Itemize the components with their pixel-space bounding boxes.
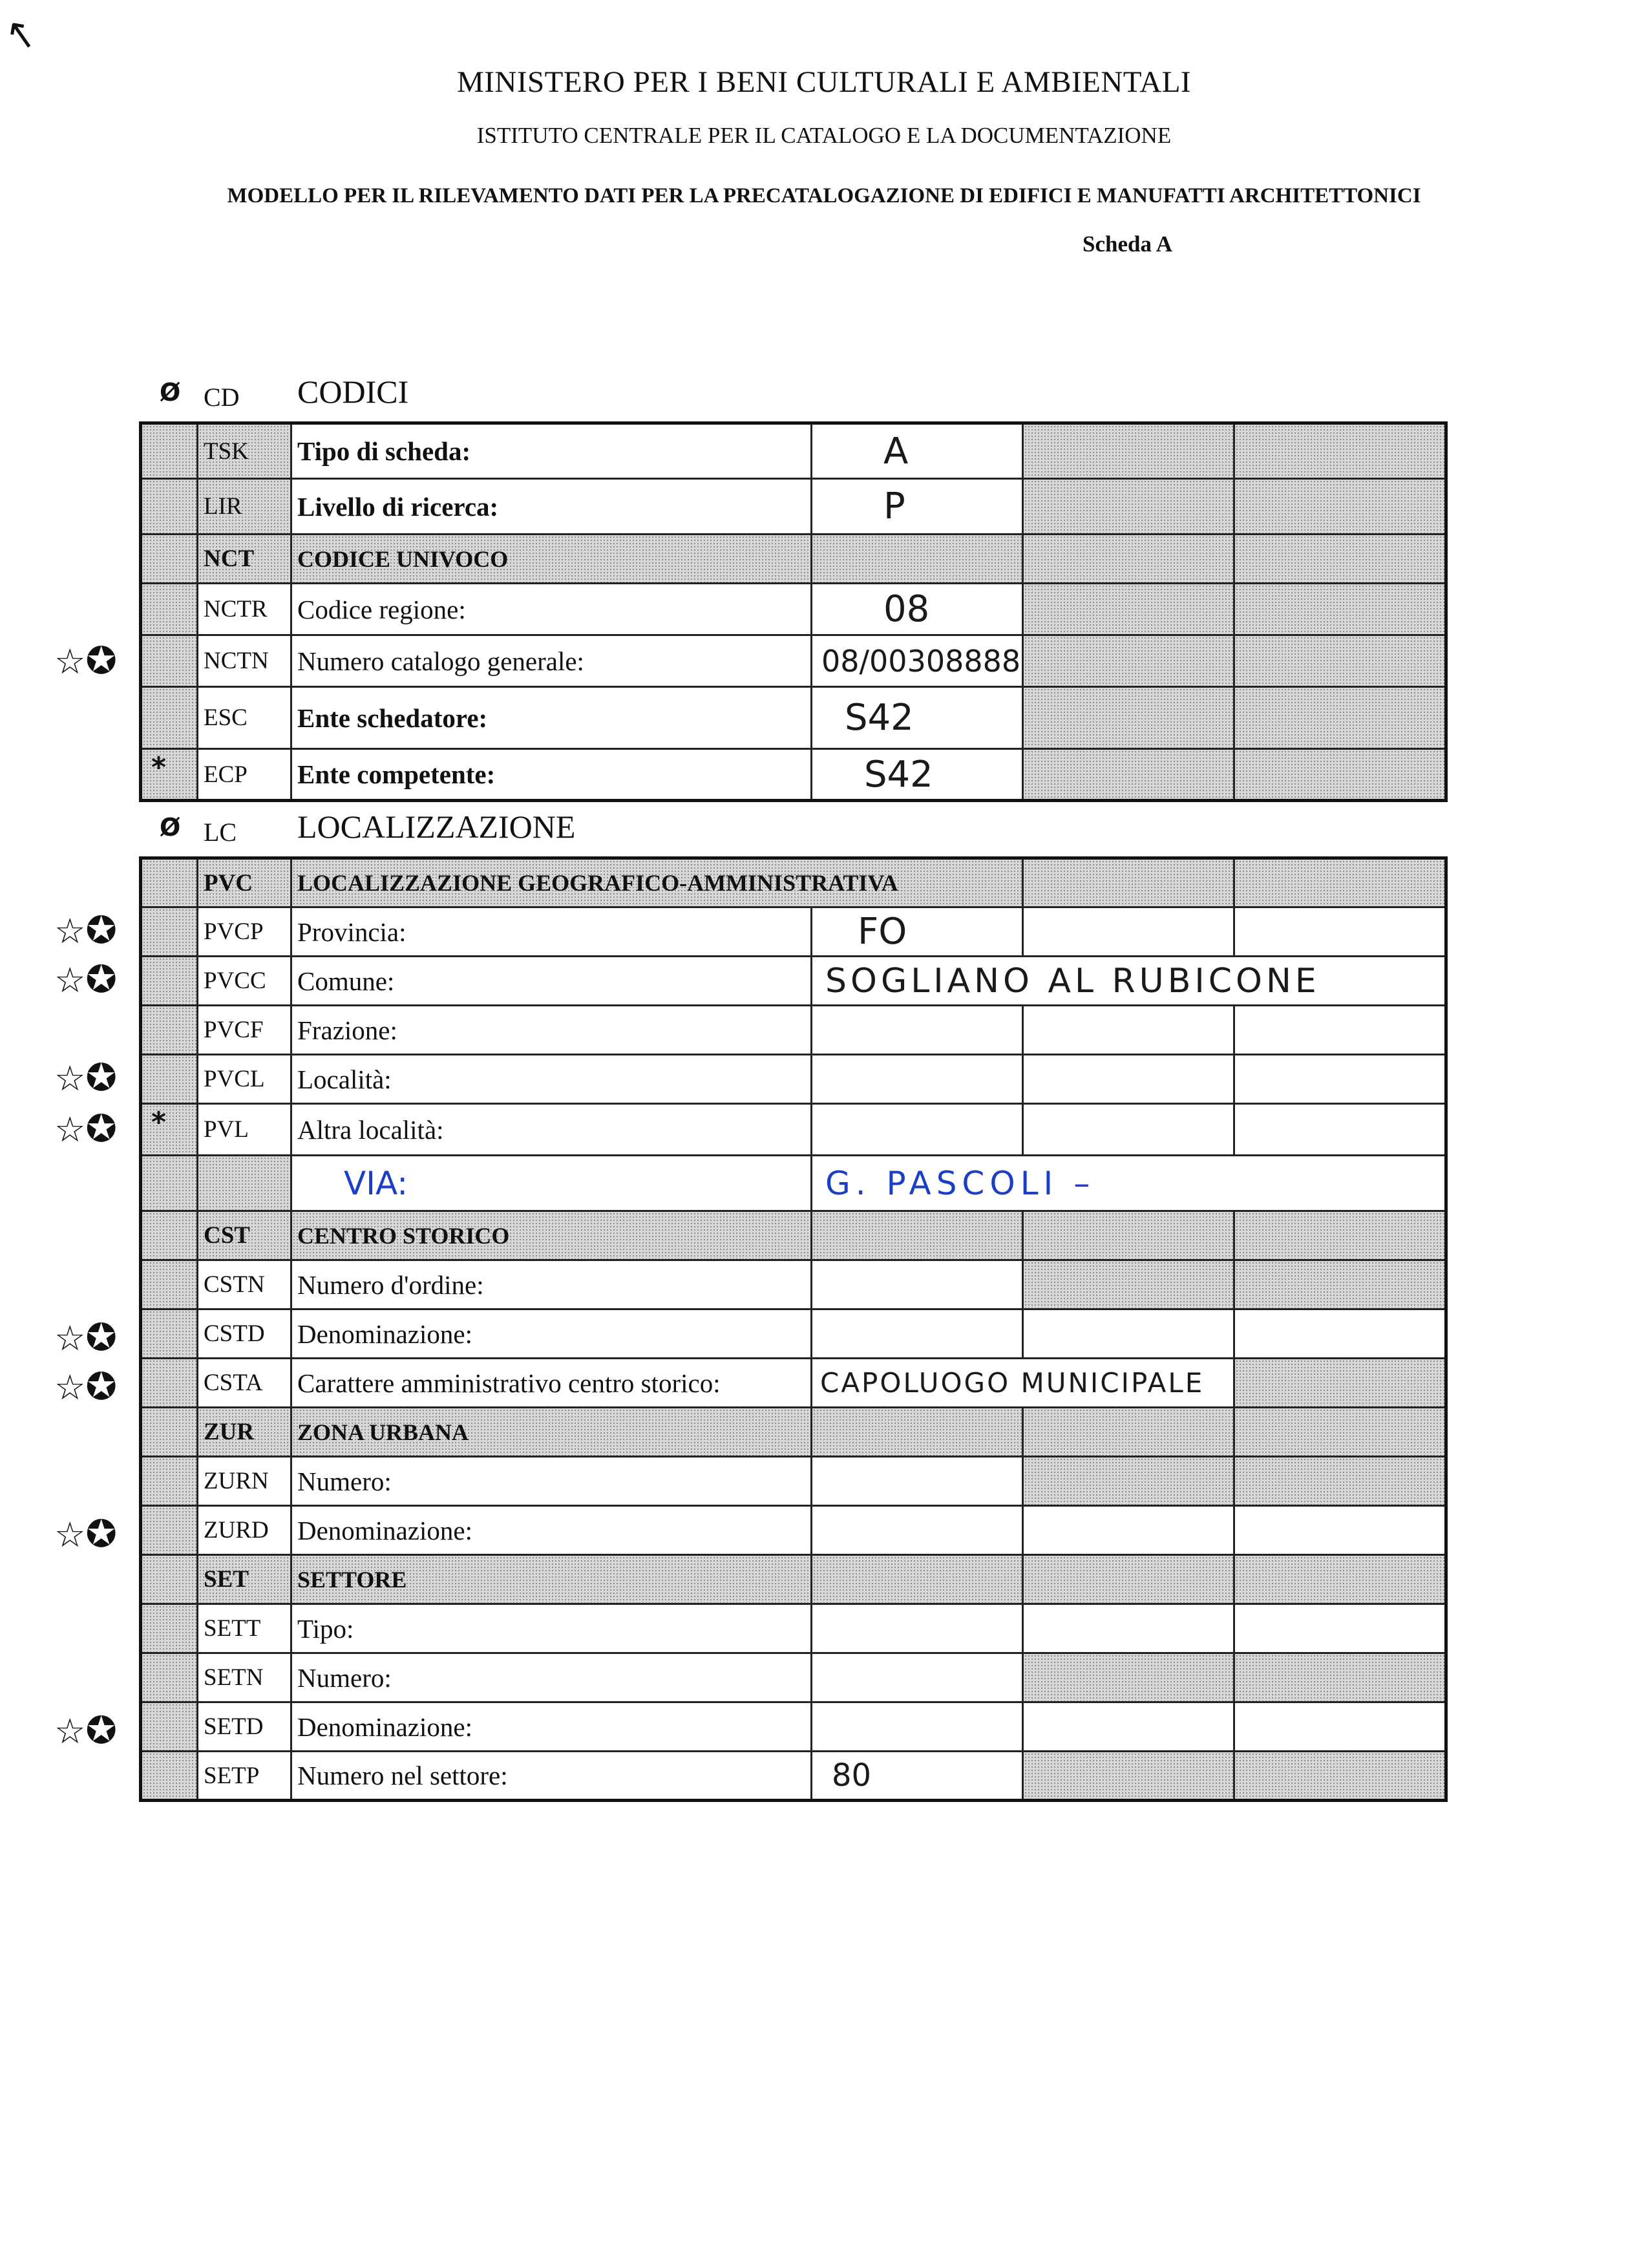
field-code: PVCC <box>198 957 291 1006</box>
circled-star-icon: ✪ <box>85 1055 118 1099</box>
gutter <box>141 1457 198 1506</box>
section-title: CODICI <box>297 374 409 410</box>
gutter <box>141 1006 198 1055</box>
circled-star-icon: ✪ <box>85 1107 118 1150</box>
handwritten-street-name[interactable]: G. PASCOLI – <box>812 1156 1446 1211</box>
empty-cell <box>1234 858 1446 907</box>
empty-cell <box>1023 1555 1234 1604</box>
row-pvcl <box>141 1055 1446 1104</box>
empty-cell <box>1234 1653 1446 1702</box>
circled-star-icon: ✪ <box>85 1512 118 1556</box>
empty-cell <box>1234 1604 1446 1653</box>
gutter <box>141 635 198 687</box>
empty-cell <box>1234 1055 1446 1104</box>
empty-cell <box>1023 1752 1234 1801</box>
row-csta <box>141 1359 1446 1408</box>
field-code: SETP <box>198 1752 291 1801</box>
field-code: NCT <box>198 535 291 584</box>
empty-cell <box>1023 584 1234 635</box>
row-pvc <box>141 858 1446 907</box>
empty-cell <box>1234 635 1446 687</box>
field-value[interactable]: S42 <box>812 687 1023 749</box>
empty-cell <box>1234 584 1446 635</box>
group-label: ZONA URBANA <box>291 1408 812 1457</box>
empty-cell <box>1023 749 1234 801</box>
empty-cell <box>1234 1702 1446 1752</box>
star-marker-pvcc <box>54 957 117 1001</box>
row-cst <box>141 1211 1446 1260</box>
circled-star-icon: ✪ <box>85 908 118 952</box>
gutter <box>141 1260 198 1309</box>
field-label: Ente schedatore: <box>291 687 812 749</box>
empty-cell[interactable] <box>812 1702 1023 1752</box>
field-value[interactable]: 08/00308888 <box>812 635 1023 687</box>
row-set <box>141 1555 1446 1604</box>
field-code: ZURN <box>198 1457 291 1506</box>
field-value[interactable]: 80 <box>812 1752 1023 1801</box>
field-code: PVCP <box>198 907 291 957</box>
empty-cell <box>1023 907 1234 957</box>
group-label: CENTRO STORICO <box>291 1211 812 1260</box>
empty-cell <box>1023 1055 1234 1104</box>
field-label: Comune: <box>291 957 812 1006</box>
empty-cell <box>1234 1359 1446 1408</box>
field-code: TSK <box>198 423 291 479</box>
empty-cell <box>812 535 1023 584</box>
empty-cell <box>1023 1211 1234 1260</box>
empty-cell[interactable] <box>812 1006 1023 1055</box>
field-label: Numero catalogo generale: <box>291 635 812 687</box>
outline-star-icon: ☆ <box>54 911 86 951</box>
circled-star-icon: ✪ <box>85 639 118 683</box>
group-label: SETTORE <box>291 1555 812 1604</box>
row-pvl <box>141 1104 1446 1156</box>
gutter <box>141 907 198 957</box>
row-setn <box>141 1653 1446 1702</box>
empty-code-cell <box>198 1156 291 1211</box>
row-sett <box>141 1604 1446 1653</box>
institute-title: ISTITUTO CENTRALE PER IL CATALOGO E LA DOCUMENTAZIONE <box>476 123 1172 148</box>
group-label: CODICE UNIVOCO <box>291 535 812 584</box>
row-nctr <box>141 584 1446 635</box>
field-label: Ente competente: <box>291 749 812 801</box>
star-marker-pvcp <box>54 908 117 952</box>
empty-cell <box>1023 687 1234 749</box>
field-code: LIR <box>198 479 291 535</box>
gutter <box>141 1211 198 1260</box>
row-zur <box>141 1408 1446 1457</box>
gutter <box>141 1104 198 1156</box>
field-label: Frazione: <box>291 1006 812 1055</box>
field-label: Tipo: <box>291 1604 812 1653</box>
row-cstn <box>141 1260 1446 1309</box>
row-zurn <box>141 1457 1446 1506</box>
field-code: PVC <box>198 858 291 907</box>
empty-cell[interactable] <box>812 1604 1023 1653</box>
outline-star-icon: ☆ <box>54 1109 86 1150</box>
gutter <box>141 858 198 907</box>
empty-cell <box>1234 1457 1446 1506</box>
field-label: Numero nel settore: <box>291 1752 812 1801</box>
gutter <box>141 1506 198 1555</box>
gutter <box>141 749 198 801</box>
circled-star-icon: ✪ <box>85 1315 118 1359</box>
empty-cell <box>1023 635 1234 687</box>
empty-cell <box>1023 1309 1234 1359</box>
scheda-label: Scheda A <box>1083 231 1173 257</box>
empty-cell <box>1023 1104 1234 1156</box>
star-marker-zurd <box>54 1512 117 1556</box>
row-ecp <box>141 749 1446 801</box>
field-value[interactable]: FO <box>812 907 1023 957</box>
outline-star-icon: ☆ <box>54 1058 86 1099</box>
field-code: ZUR <box>198 1408 291 1457</box>
empty-cell <box>812 1408 1023 1457</box>
field-label: Carattere amministrativo centro storico: <box>291 1359 812 1408</box>
row-setd <box>141 1702 1446 1752</box>
gutter <box>141 1653 198 1702</box>
field-code: NCTN <box>198 635 291 687</box>
empty-cell <box>1234 1506 1446 1555</box>
empty-cell <box>1023 535 1234 584</box>
row-pvcc <box>141 957 1446 1006</box>
section-title: LOCALIZZAZIONE <box>297 809 576 845</box>
empty-cell <box>1234 1408 1446 1457</box>
gutter <box>141 1055 198 1104</box>
field-code: NCTR <box>198 584 291 635</box>
empty-cell <box>1023 1506 1234 1555</box>
row-cstd <box>141 1309 1446 1359</box>
section-code: CD <box>204 383 240 412</box>
field-value[interactable]: 08 <box>812 584 1023 635</box>
field-label: Numero: <box>291 1457 812 1506</box>
field-code: SET <box>198 1555 291 1604</box>
field-label: Tipo di scheda: <box>291 423 812 479</box>
empty-cell <box>1023 1604 1234 1653</box>
ministry-title: MINISTERO PER I BENI CULTURALI E AMBIENTALI <box>456 65 1192 99</box>
gutter <box>141 479 198 535</box>
outline-star-icon: ☆ <box>54 1711 86 1752</box>
circled-star-icon: ✪ <box>85 957 118 1001</box>
group-label: LOCALIZZAZIONE GEOGRAFICO-AMMINISTRATIVA <box>291 858 1023 907</box>
empty-cell <box>1234 749 1446 801</box>
empty-cell[interactable] <box>812 1506 1023 1555</box>
gutter <box>141 1408 198 1457</box>
row-pvcf <box>141 1006 1446 1055</box>
corner-arrow-mark: ↖ <box>1 9 41 59</box>
circled-star-icon: ✪ <box>85 1364 118 1408</box>
field-code: SETT <box>198 1604 291 1653</box>
null-symbol-icon: Ø <box>160 378 181 407</box>
empty-cell <box>1023 1653 1234 1702</box>
star-marker-nctn <box>54 639 117 683</box>
gutter <box>141 1359 198 1408</box>
field-code: CSTA <box>198 1359 291 1408</box>
empty-cell <box>1234 1752 1446 1801</box>
empty-cell <box>1023 858 1234 907</box>
row-pvl-continued <box>141 1156 1446 1211</box>
star-marker-csta <box>54 1364 117 1408</box>
field-code: SETD <box>198 1702 291 1752</box>
empty-cell <box>812 1211 1023 1260</box>
field-code: ESC <box>198 687 291 749</box>
empty-cell <box>1234 687 1446 749</box>
field-code: CSTD <box>198 1309 291 1359</box>
row-zurd <box>141 1506 1446 1555</box>
empty-cell <box>1234 423 1446 479</box>
gutter <box>141 687 198 749</box>
row-tsk <box>141 423 1446 479</box>
empty-cell <box>1023 423 1234 479</box>
field-value[interactable]: P <box>812 479 1023 535</box>
field-code: PVL <box>198 1104 291 1156</box>
empty-cell <box>1023 479 1234 535</box>
field-value[interactable]: A <box>812 423 1023 479</box>
field-label: Provincia: <box>291 907 812 957</box>
star-marker-setd <box>54 1708 117 1752</box>
gutter <box>141 1702 198 1752</box>
empty-cell[interactable] <box>812 1457 1023 1506</box>
field-code: CST <box>198 1211 291 1260</box>
field-label: Numero d'ordine: <box>291 1260 812 1309</box>
gutter <box>141 1309 198 1359</box>
localizzazione-table <box>139 856 1448 1802</box>
empty-cell <box>1234 479 1446 535</box>
empty-cell <box>1234 1211 1446 1260</box>
empty-cell <box>1023 1006 1234 1055</box>
empty-cell <box>1234 1260 1446 1309</box>
field-code: ECP <box>198 749 291 801</box>
empty-cell <box>1023 1457 1234 1506</box>
field-code: PVCL <box>198 1055 291 1104</box>
model-title: MODELLO PER IL RILEVAMENTO DATI PER LA PRECATALOGAZIONE DI EDIFICI E MANUFATTI ARCHITETTONICI <box>227 184 1421 207</box>
empty-cell[interactable] <box>812 1260 1023 1309</box>
star-marker-pvl <box>54 1107 117 1150</box>
asterisk-icon: * <box>151 751 167 784</box>
field-label: Livello di ricerca: <box>291 479 812 535</box>
section-code: LC <box>204 818 237 847</box>
row-lir <box>141 479 1446 535</box>
empty-cell <box>1234 1309 1446 1359</box>
field-label: Numero: <box>291 1653 812 1702</box>
field-code: ZURD <box>198 1506 291 1555</box>
empty-cell <box>1023 1702 1234 1752</box>
empty-cell <box>1234 907 1446 957</box>
gutter <box>141 1752 198 1801</box>
empty-cell <box>1234 1104 1446 1156</box>
row-esc <box>141 687 1446 749</box>
field-code: PVCF <box>198 1006 291 1055</box>
field-label: Codice regione: <box>291 584 812 635</box>
field-value[interactable]: CAPOLUOGO MUNICIPALE <box>812 1359 1234 1408</box>
field-value[interactable]: SOGLIANO AL RUBICONE <box>812 957 1446 1006</box>
empty-cell[interactable] <box>812 1309 1023 1359</box>
outline-star-icon: ☆ <box>54 641 86 682</box>
empty-cell <box>1234 535 1446 584</box>
gutter <box>141 1156 198 1211</box>
outline-star-icon: ☆ <box>54 1514 86 1555</box>
gutter <box>141 423 198 479</box>
row-nct <box>141 535 1446 584</box>
empty-cell[interactable] <box>812 1104 1023 1156</box>
gutter <box>141 1555 198 1604</box>
field-label: Denominazione: <box>291 1506 812 1555</box>
empty-cell <box>1234 1006 1446 1055</box>
field-code: CSTN <box>198 1260 291 1309</box>
empty-cell[interactable] <box>812 1653 1023 1702</box>
handwritten-street-type[interactable]: VIA: <box>291 1156 812 1211</box>
field-label: Denominazione: <box>291 1702 812 1752</box>
gutter <box>141 957 198 1006</box>
circled-star-icon: ✪ <box>85 1708 118 1752</box>
field-label: Località: <box>291 1055 812 1104</box>
codici-table <box>139 421 1448 802</box>
outline-star-icon: ☆ <box>54 1367 86 1408</box>
field-code: SETN <box>198 1653 291 1702</box>
empty-cell <box>812 1555 1023 1604</box>
outline-star-icon: ☆ <box>54 960 86 1001</box>
null-symbol-icon: Ø <box>160 813 181 842</box>
row-setp <box>141 1752 1446 1801</box>
row-pvcp <box>141 907 1446 957</box>
empty-cell <box>1023 1408 1234 1457</box>
field-label: Altra località: <box>291 1104 812 1156</box>
asterisk-icon: * <box>151 1106 167 1139</box>
star-marker-pvcl <box>54 1055 117 1099</box>
empty-cell <box>1023 1260 1234 1309</box>
gutter <box>141 535 198 584</box>
field-label: Denominazione: <box>291 1309 812 1359</box>
outline-star-icon: ☆ <box>54 1318 86 1359</box>
empty-cell <box>1234 1555 1446 1604</box>
gutter <box>141 1604 198 1653</box>
star-marker-cstd <box>54 1315 117 1359</box>
empty-cell[interactable] <box>812 1055 1023 1104</box>
field-value[interactable]: S42 <box>812 749 1023 801</box>
row-nctn <box>141 635 1446 687</box>
gutter <box>141 584 198 635</box>
